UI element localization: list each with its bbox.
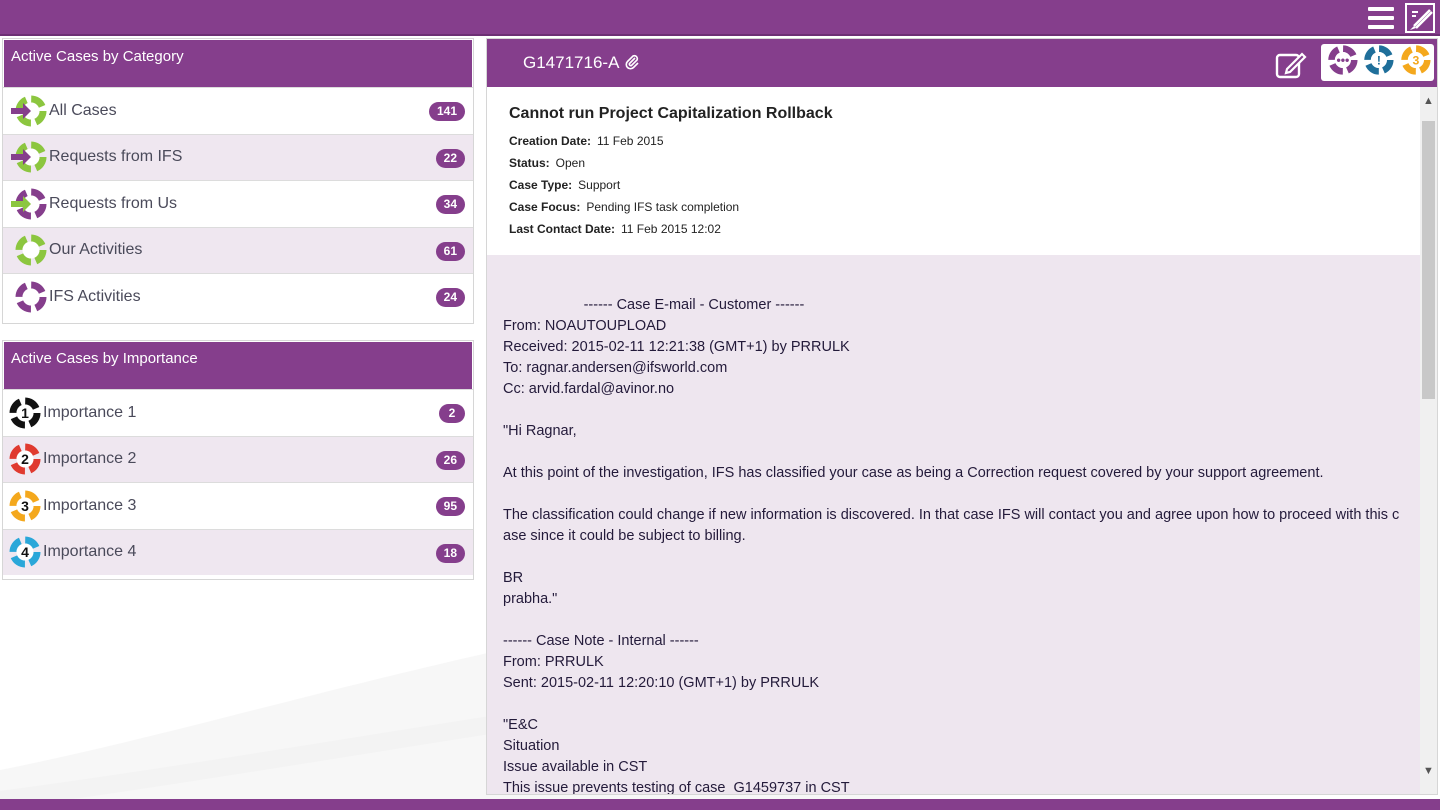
case-field-label: Status: [509,156,550,170]
arrow-lifebuoy-icon [11,140,47,174]
category-item-label: Requests from Us [49,194,178,212]
count-badge: 24 [436,288,465,307]
case-field-row [509,196,1415,218]
dots-status-icon [1324,43,1358,82]
count-badge: 95 [436,497,465,516]
hamburger-menu-icon[interactable] [1368,7,1394,29]
category-item-requests-from-us[interactable] [3,180,473,227]
importance-item-1[interactable] [3,389,473,436]
case-field-value: 11 Feb 2015 12:02 [621,222,721,236]
category-item-all-cases[interactable] [3,87,473,134]
case-info [487,87,1437,255]
count-badge: 18 [436,544,465,563]
importance-item-label: Importance 4 [43,543,137,561]
importance-1-icon [5,396,41,430]
category-item-requests-from-ifs[interactable] [3,134,473,181]
svg-text:2: 2 [21,451,29,468]
importance-3-icon [5,489,41,523]
count-badge: 34 [436,195,465,214]
bottom-bar [0,799,1440,810]
importance-item-4[interactable] [3,529,473,576]
case-field-label: Last Contact Date: [509,222,616,236]
count-badge: 26 [436,451,465,470]
category-item-label: Requests from IFS [49,148,183,166]
svg-text:1: 1 [21,404,29,421]
category-item-label: All Cases [49,101,117,119]
attachment-icon[interactable] [625,54,639,70]
case-field-value: Support [578,178,621,192]
scrollbar-thumb[interactable] [1422,121,1435,399]
case-field-row [509,130,1415,152]
importance-list [3,389,473,575]
case-field-row [509,174,1415,196]
importance-item-2[interactable] [3,436,473,483]
arrow-lifebuoy-icon [11,187,47,221]
svg-text:3: 3 [21,497,29,514]
case-field-label: Case Type: [509,178,573,192]
case-detail-panel [486,38,1438,795]
case-field-value: Pending IFS task completion [586,200,740,214]
count-badge: 22 [436,149,465,168]
importance-item-label: Importance 2 [43,450,137,468]
category-item-label: Our Activities [49,241,143,259]
case-field-value: Open [555,156,586,170]
case-field-value: 11 Feb 2015 [597,134,664,148]
svg-text:4: 4 [21,544,29,561]
message-scrollbar[interactable] [1420,87,1437,794]
importance-item-3[interactable] [3,482,473,529]
exclamation-status-icon [1360,43,1394,82]
case-title: Cannot run Project Capitalization Rollback [509,105,833,122]
category-panel-title: Active Cases by Category [3,39,473,87]
importance-panel [2,340,474,580]
case-field-label: Case Focus: [509,200,581,214]
importance-4-icon [5,535,41,569]
importance-item-label: Importance 1 [43,403,137,421]
importance-panel-title: Active Cases by Importance [3,341,473,389]
case-message-area[interactable] [487,255,1420,795]
importance-2-icon [5,442,41,476]
importance-item-label: Importance 3 [43,496,137,514]
arrow-lifebuoy-icon [11,94,47,128]
svg-text:3: 3 [1412,53,1420,68]
case-id-text: G1471716-A [523,53,619,72]
category-list [3,87,473,320]
count-badge: 2 [439,404,465,423]
edit-layout-icon[interactable] [1404,2,1438,34]
case-header [487,39,1437,87]
top-bar [0,0,1440,36]
category-item-ifs-activities[interactable] [3,273,473,320]
case-field-row [509,218,1415,240]
svg-text:!: ! [1377,53,1382,68]
count-badge: 61 [436,242,465,261]
svg-text:•••: ••• [1336,53,1350,68]
importance-3-status-icon [1397,43,1431,82]
case-field-label: Creation Date: [509,134,592,148]
case-id [523,53,639,73]
count-badge: 141 [429,102,465,121]
category-panel [2,38,474,324]
category-item-our-activities[interactable] [3,227,473,274]
scroll-down-icon[interactable]: ▼ [1423,765,1434,777]
scroll-up-icon[interactable]: ▲ [1423,95,1434,107]
case-status-icons [1321,44,1434,81]
lifebuoy-icon [11,280,47,314]
case-field-row [509,152,1415,174]
category-item-label: IFS Activities [49,287,141,305]
case-message-text: ------ Case E-mail - Customer ------ From: NOAUTOUPLOAD Received: 2015-02-11 12:21:38 (GMT+1) by PRRULK To: ragnar.andersen@ifsworld.com Cc: arvid.fardal@avinor.no "Hi Ragnar, At this point of the investigation, IFS has classified your case as being a Correction request covered by your support agreement. The classification could change if new information is discovered. In that case IFS will contact you and agree upon how to proceed with this case since it could be subject to billing. BR prabha." ------ Case Note - Internal ------ From: PRRULK Sent: 2015-02-11 12:20:10 (GMT+1) by PRRULK "E&C Situation Issue available in CST This issue prevents testing of case G1459737 in CST [503,297,1400,795]
edit-case-icon[interactable] [1275,49,1307,79]
lifebuoy-icon [11,233,47,267]
